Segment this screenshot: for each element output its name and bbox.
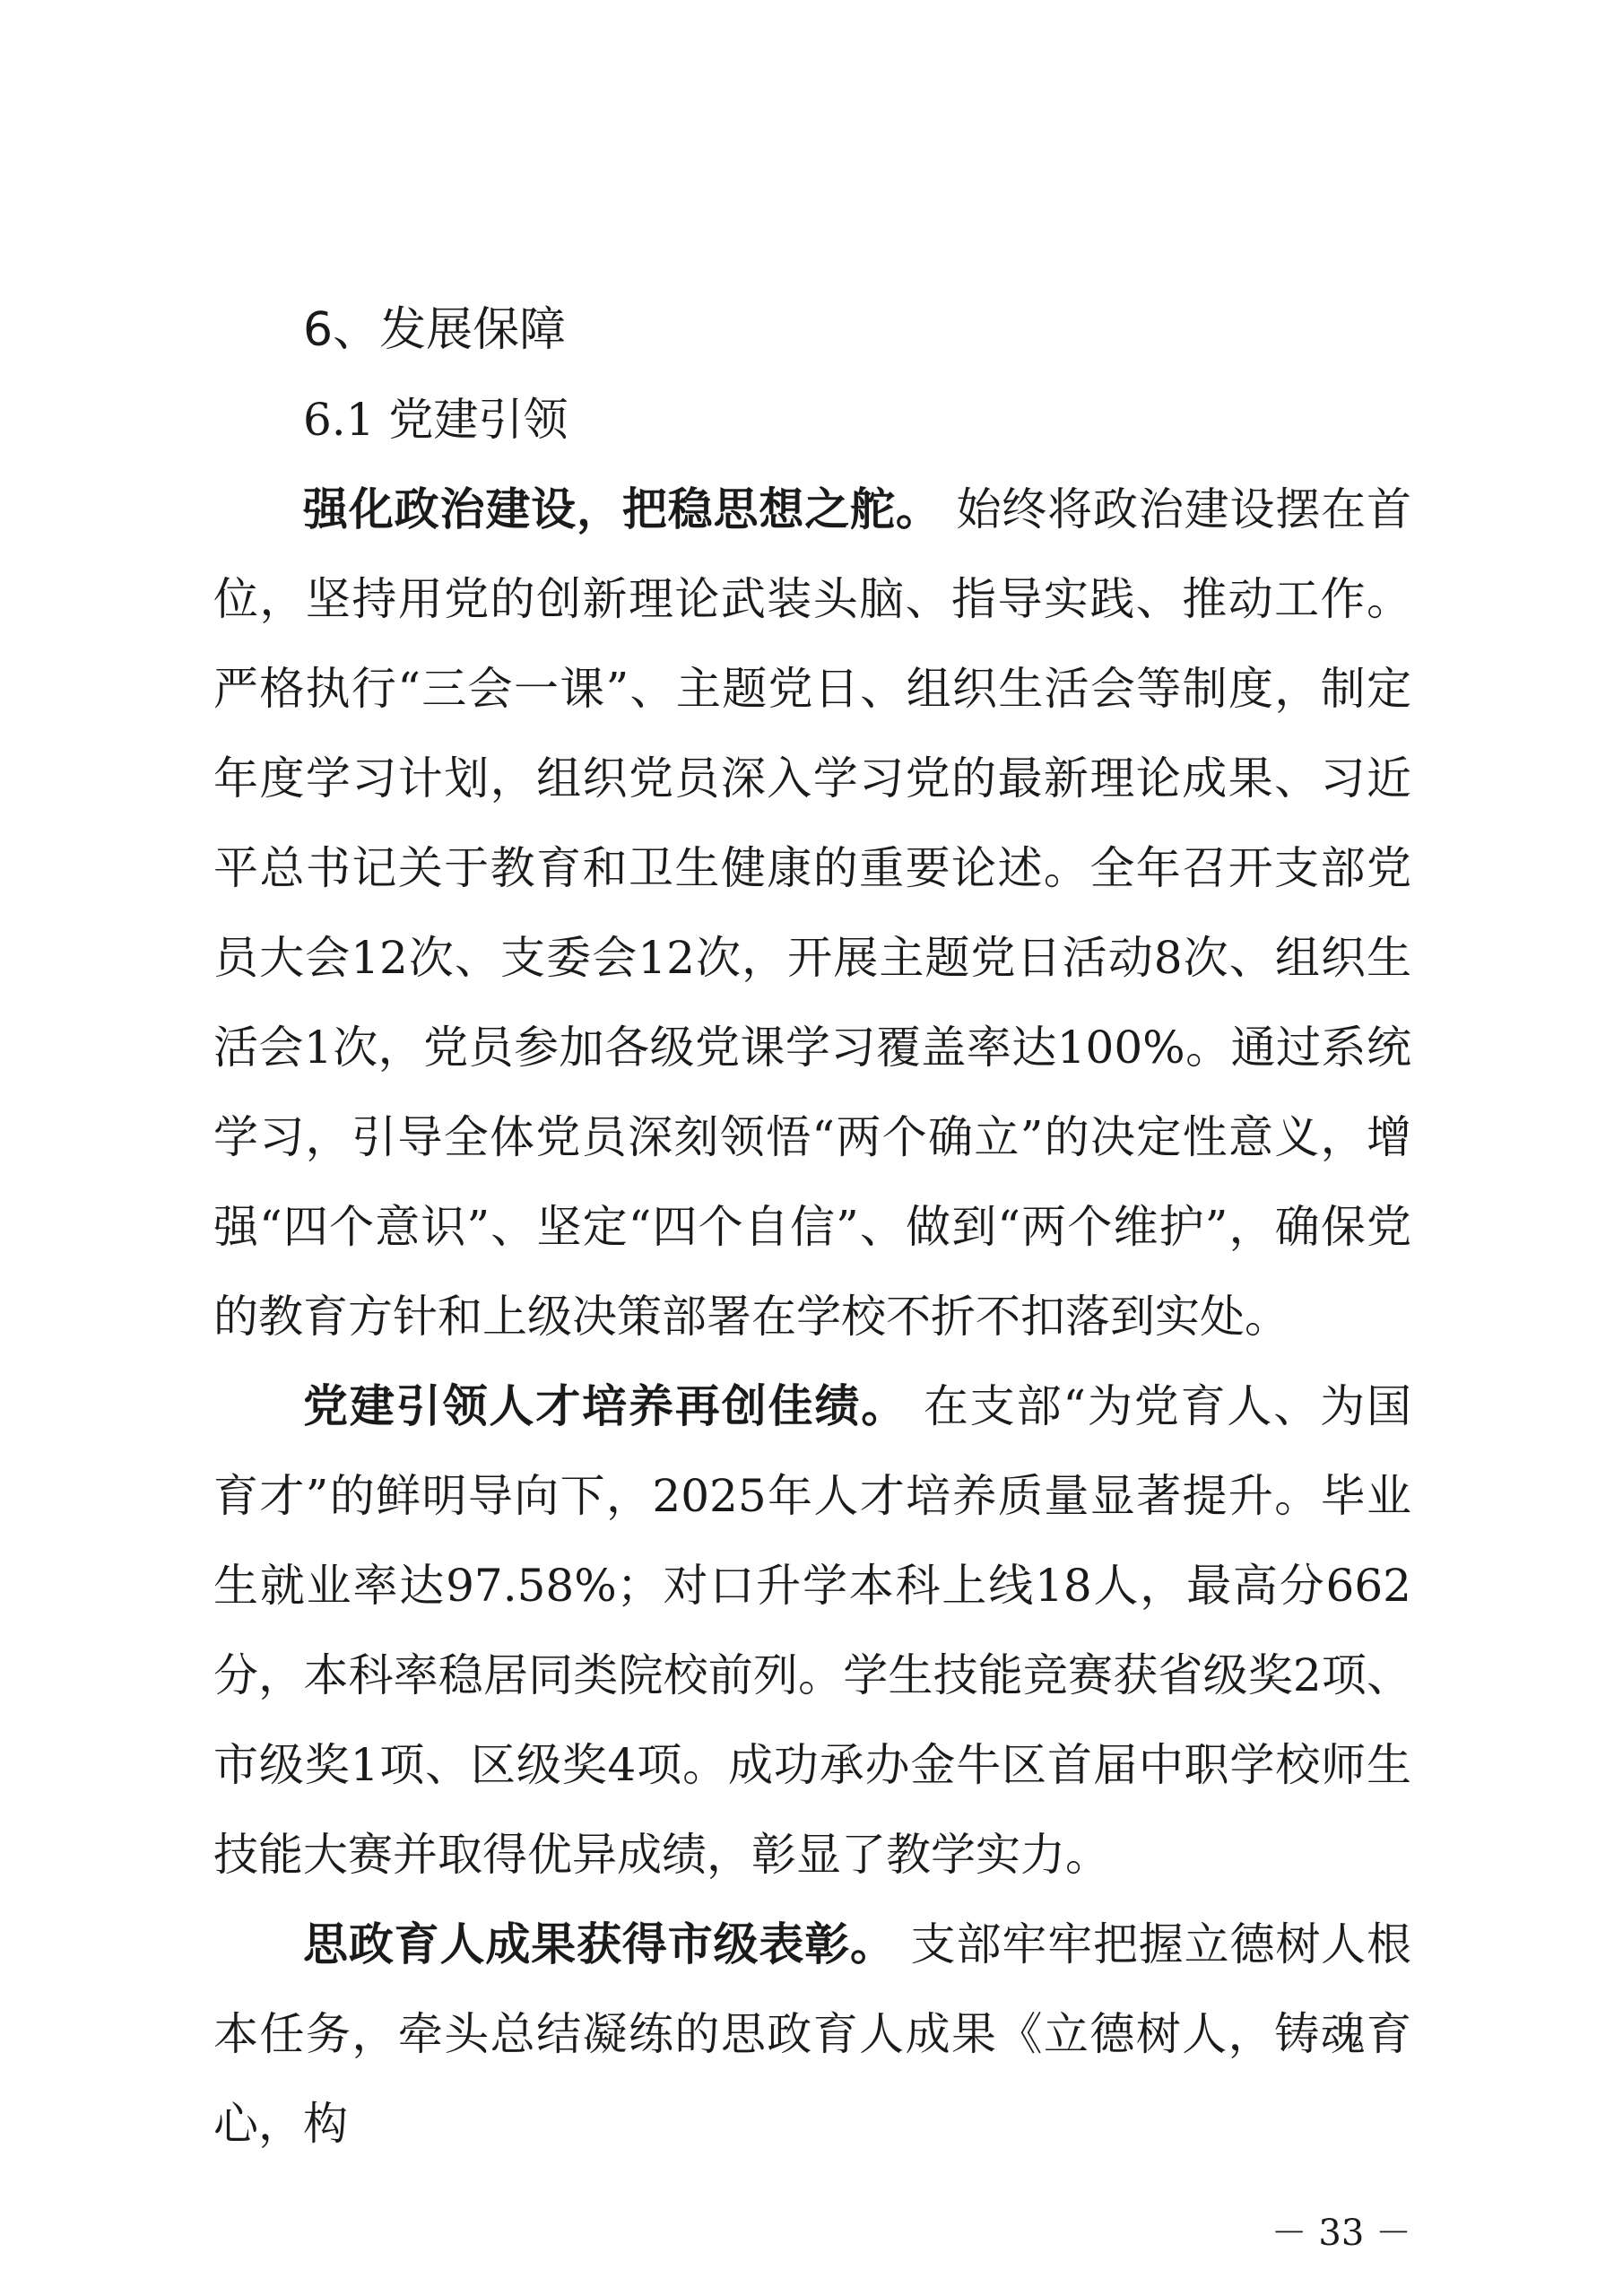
paragraph-body: 始终将政治建设摆在首位，坚持用党的创新理论武装头脑、指导实践、推动工作。严格执行“三会一课”、主题党日、组织生活会等制度，制定年度学习计划，组织党员深入学习党的最新理论成果、习近平总书记关于教育和卫生健康的重要论述。全年召开支部党员大会12次、支委会12次，开展主题党日活动8次、组织生活会1次，党员参加各级党课学习覆盖率达100%。通过系统学习，引导全体党员深刻领悟“两个确立”的决定性意义，增强“四个意识”、坚定“四个自信”、做到“两个维护”，确保党的教育方针和上级决策部署在学校不折不扣落到实处。: [213, 483, 1412, 1343]
paragraph-body: 支部牢牢把握立德树人根本任务，牵头总结凝练的思政育人成果《立德树人，铸魂育心，构: [213, 1918, 1411, 2150]
paragraph-lead: 思政育人成果获得市级表彰。: [303, 1918, 896, 1970]
subsection-heading: 6.1 党建引领: [303, 394, 568, 446]
page-content: [213, 285, 1411, 2169]
paragraph-body: 在支部“为党育人、为国育才”的鲜明导向下，2025年人才培养质量显著提升。毕业生就业率达97.58%；对口升学本科上线18人，最高分662分，本科率稳居同类院校前列。学生技能竞赛获省级奖2项、市级奖1项、区级奖4项。成功承办金牛区首届中职学校师生技能大赛并取得优异成绩，彰显了教学实力。: [213, 1380, 1411, 1881]
paragraph-political-building: [213, 465, 1411, 1361]
page-number: － 33 －: [1271, 2213, 1411, 2254]
section-heading: 6、发展保障: [303, 303, 567, 357]
paragraph-ideological-education: [213, 1900, 1411, 2169]
paragraph-lead: 党建引领人才培养再创佳绩。: [303, 1379, 908, 1432]
paragraph-talent-cultivation: [213, 1361, 1411, 1900]
paragraph-lead: 强化政治建设，把稳思想之舵。: [303, 483, 942, 535]
